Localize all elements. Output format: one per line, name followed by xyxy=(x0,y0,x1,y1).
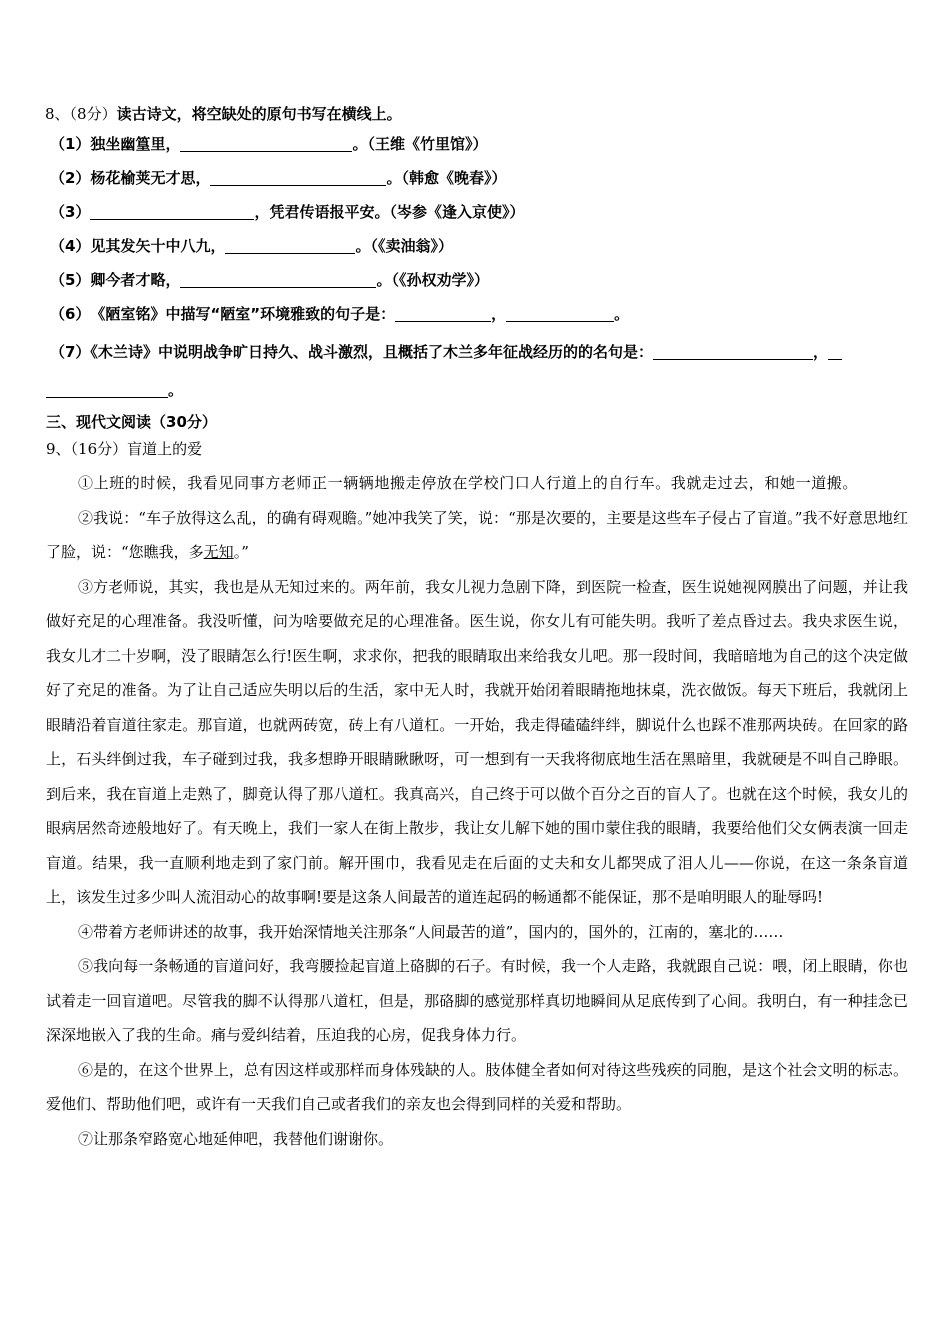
answer-blank[interactable] xyxy=(506,304,614,322)
answer-blank[interactable] xyxy=(180,270,376,288)
answer-blank[interactable] xyxy=(90,202,254,220)
fill-item-text: （1）独坐幽篁里， xyxy=(50,135,181,153)
fill-item-separator: ， xyxy=(812,343,828,361)
fill-item-separator: ， xyxy=(491,305,507,323)
fill-item-source: 。（王维《竹里馆》） xyxy=(352,135,488,153)
question-8-items xyxy=(50,132,920,336)
fill-item-7 xyxy=(50,340,842,364)
paragraph-3: ③方老师说，其实，我也是从无知过来的。两年前，我女儿视力急剧下降，到医院一检查，医生说她视网膜出了问题，并让我做好充足的心理准备。我没听懂，问为啥要做充足的心理准备。医生说，你女儿有可能失明。我听了差点昏过去。我央求医生说，我女儿才二十岁啊，没了眼睛怎么行!医生啊，求求你，把我的眼睛取出来给我女儿吧。那一段时间，我暗暗地为自己的这个决定做好了充足的准备。为了让自己适应失明以后的生活，家中无人时，我就开始闭着眼睛拖地抹桌，洗衣做饭。每天下班后，我就闭上眼睛沿着盲道往家走。那盲道，也就两砖宽，砖上有八道杠。一开始，我走得磕磕绊绊，脚说什么也踩不准那两块砖。在回家的路上，石头绊倒过我，车子碰到过我，我多想睁开眼睛瞅瞅呀，可一想到有一天我将彻底地生活在黑暗里，我就硬是不叫自己睁眼。到后来，我在盲道上走熟了，脚竟认得了那八道杠。我真高兴，自己终于可以做个百分之百的盲人了。也就在这个时候，我女儿的眼病居然奇迹般地好了。有天晚上，我们一家人在街上散步，我让女儿解下她的围巾蒙住我的眼睛，我要给他们父女俩表演一回走盲道。结果，我一直顺利地走到了家门前。解开围巾，我看见走在后面的丈夫和女儿都哭成了泪人儿——你说，在这一条条盲道上，该发生过多少叫人流泪动心的故事啊!要是这条人间最苦的道连起码的畅通都不能保证，那不是咱明眼人的耻辱吗! xyxy=(46,577,908,906)
fill-item-source: 。（《卖油翁》） xyxy=(355,237,453,255)
paragraph-2-end: 。” xyxy=(233,543,249,561)
fill-item-text: （2）杨花榆荚无才思， xyxy=(50,169,211,187)
passage-title: 盲道上的爱 xyxy=(127,440,203,458)
paragraph-2 xyxy=(46,501,908,570)
fill-item-text: （4）见其发矢十中八九， xyxy=(50,237,226,255)
answer-blank[interactable] xyxy=(653,342,813,360)
question-8-header xyxy=(45,102,402,126)
question-9-header xyxy=(46,437,202,461)
paragraph-7: ⑦让那条窄路宽心地延伸吧，我替他们谢谢你。 xyxy=(78,1129,394,1148)
answer-blank[interactable] xyxy=(395,304,491,322)
fill-item-source: 。（韩愈《晚春》） xyxy=(386,169,507,187)
question-8-number: 8、（8分） xyxy=(45,105,117,123)
answer-blank[interactable] xyxy=(225,236,355,254)
paragraph-4: ④带着方老师讲述的故事，我开始深情地关注那条“人间最苦的道”，国内的，国外的，江南的，塞北的…… xyxy=(78,922,784,941)
fill-item-text: （7）《木兰诗》中说明战争旷日持久、战斗激烈，且概括了木兰多年征战经历的的名句是： xyxy=(50,343,653,361)
paragraph-1: ①上班的时候，我看见同事方老师正一辆辆地搬走停放在学校门口人行道上的自行车。我就走过去，和她一道搬。 xyxy=(78,474,859,492)
fill-item-text: （5）卿今者才略， xyxy=(50,271,181,289)
paragraph-2-text: ②我说：“车子放得这么乱，的确有碍观瞻。”她冲我笑了笑，说：“那是次要的，主要是这些车子侵占了盲道。”我不好意思地红了脸，说：“您瞧我，多 xyxy=(46,508,908,561)
answer-blank[interactable] xyxy=(828,342,842,360)
fill-item-2 xyxy=(50,166,920,200)
fill-item-3 xyxy=(50,200,920,234)
reading-passage xyxy=(46,466,908,1156)
section-title: 三、现代文阅读（30分） xyxy=(46,413,217,431)
fill-item-end: 。 xyxy=(614,305,630,323)
fill-item-1 xyxy=(50,132,920,166)
fill-item-4 xyxy=(50,234,920,268)
fill-item-6 xyxy=(50,302,920,336)
answer-blank[interactable] xyxy=(46,380,168,398)
fill-item-text: （3） xyxy=(50,203,91,221)
answer-blank[interactable] xyxy=(210,168,386,186)
fill-item-5 xyxy=(50,268,920,302)
question-9-number: 9、（16分） xyxy=(46,440,128,458)
fill-item-end: 。 xyxy=(168,381,184,399)
fill-item-source: ，凭君传语报平安。（岑参《逢入京使》） xyxy=(254,203,525,221)
fill-item-source: 。（《孙权劝学》） xyxy=(376,271,489,289)
question-8-instruction: 读古诗文，将空缺处的原句书写在横线上。 xyxy=(116,105,402,123)
fill-item-7-continued xyxy=(46,378,183,402)
underlined-word: 无知 xyxy=(203,543,234,561)
fill-item-text: （6） 《陋室铭》中描写“陋室”环境雅致的句子是： xyxy=(50,305,396,323)
paragraph-5: ⑤我向每一条畅通的盲道问好，我弯腰捡起盲道上硌脚的石子。有时候，我一个人走路，我就跟自己说：喂，闭上眼睛，你也试着走一回盲道吧。尽管我的脚不认得那八道杠，但是，那硌脚的感觉那样真切地瞬间从足底传到了心间。我明白，有一种挂念已深深地嵌入了我的生命。痛与爱纠结着，压迫我的心房，促我身体力行。 xyxy=(46,957,908,1044)
answer-blank[interactable] xyxy=(180,134,352,152)
paragraph-6: ⑥是的，在这个世界上，总有因这样或那样而身体残缺的人。肢体健全者如何对待这些残疾的同胞，是这个社会文明的标志。爱他们、帮助他们吧，或许有一天我们自己或者我们的亲友也会得到同样的关爱和帮助。 xyxy=(46,1060,908,1113)
